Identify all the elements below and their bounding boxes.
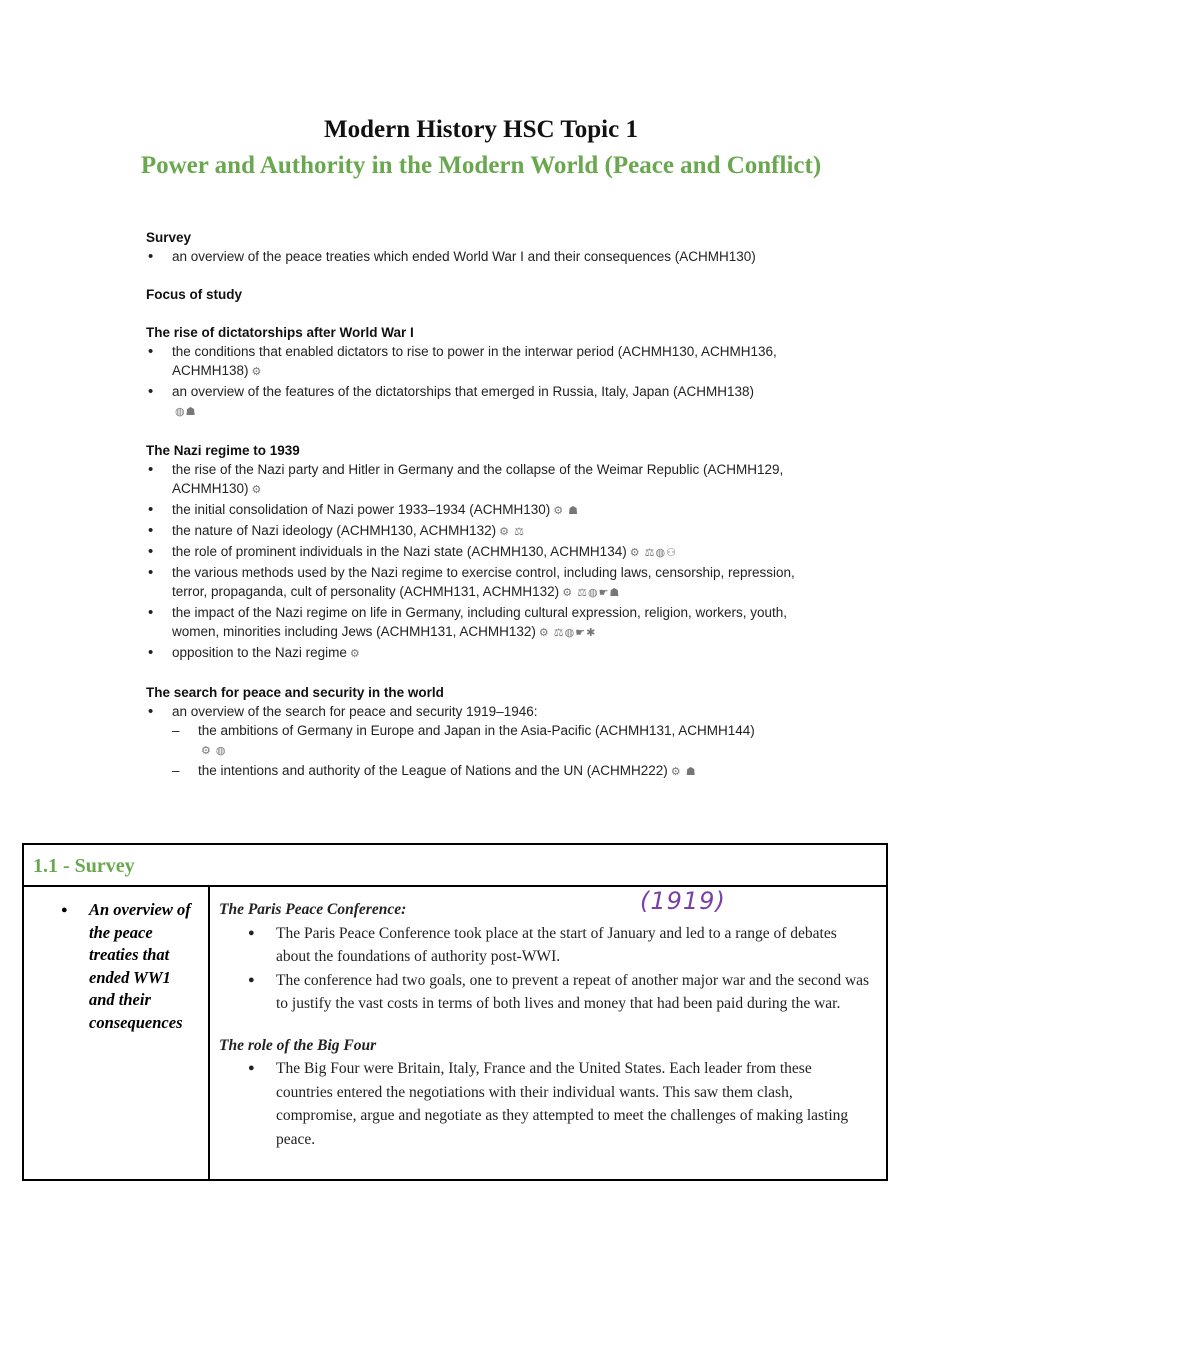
section-heading: The search for peace and security in the world (146, 685, 444, 700)
list-item: • an overview of the features of the dictatorships that emerged in Russia, Italy, Japan (ACHMH138) ◍☗ (146, 382, 816, 422)
section-heading: The rise of dictatorships after World War I (146, 325, 414, 340)
page-title: Modern History HSC Topic 1 (324, 116, 638, 143)
list-item: • the nature of Nazi ideology (ACHMH130, ACHMH132) ⚙ ⚖ (146, 521, 816, 542)
list-item: • opposition to the Nazi regime ⚙ (146, 643, 816, 664)
list-subitem: – the intentions and authority of the League of Nations and the UN (ACHMH222) ⚙ ☗ (146, 761, 816, 782)
list-item: • the rise of the Nazi party and Hitler in Germany and the collapse of the Weimar Republic (ACHMH129, ACHMH130) ⚙ (146, 460, 816, 500)
list-item: • an overview of the search for peace and security 1919–1946: (146, 702, 816, 721)
list-subitem: – the ambitions of Germany in Europe and Japan in the Asia-Pacific (ACHMH131, ACHMH144) ⚙ ◍ (146, 721, 816, 761)
gear-icon: ⚙ ☗ (670, 766, 697, 778)
scales-icon: ⚙ ⚖◍⚇ (629, 547, 677, 559)
list-item: • the various methods used by the Nazi regime to exercise control, including laws, censorship, repression, terror, propaganda, cult of personality (ACHMH131, ACHMH132) ⚙ ⚖◍☛☗ (146, 563, 816, 603)
gear-icon: ⚙ (251, 366, 263, 378)
scales-icon: ⚙ ⚖◍☛✱ (538, 627, 597, 639)
left-bullet: ● An overview of the peace treaties that ended WW1 and their consequences (32, 899, 200, 1034)
page-subtitle: Power and Authority in the Modern World (Peace and Conflict) (140, 152, 822, 179)
gear-icon: ⚙ (251, 484, 263, 496)
table-left-cell (24, 887, 210, 1179)
gear-icon: ⚙ ☗ (553, 505, 579, 517)
list-item: ● The conference had two goals, one to prevent a repeat of another major war and the second was to justify the vast costs in terms of both lives and money that had been paid during the war. (219, 969, 872, 1016)
gear-icon: ⚙ (349, 648, 361, 660)
subheading-paris: The Paris Peace Conference: (219, 901, 407, 918)
scales-icon: ⚙ ⚖ (499, 526, 525, 538)
notes-table (22, 843, 888, 1181)
handwritten-annotation: (1919) (640, 887, 726, 915)
list-item: ● The Big Four were Britain, Italy, France and the United States. Each leader from these countries entered the negotiations with their individual wants. This saw them clash, compromise, argue and negotiate as they attempted to meet the challenges of making lasting peace. (219, 1057, 872, 1151)
table-right-cell (210, 887, 886, 1179)
list-item: • the initial consolidation of Nazi power 1933–1934 (ACHMH130) ⚙ ☗ (146, 500, 816, 521)
subheading-big-four: The role of the Big Four (219, 1036, 377, 1054)
survey-item: • an overview of the peace treaties which ended World War I and their consequences (ACHMH130) (146, 247, 816, 266)
focus-heading: Focus of study (146, 287, 243, 302)
table-heading: 1.1 - Survey (24, 845, 886, 887)
scales-icon: ⚙ ⚖◍☛☗ (562, 587, 621, 599)
survey-heading: Survey (146, 230, 192, 245)
gear-icon: ⚙ ◍ (201, 745, 227, 757)
list-item: • the impact of the Nazi regime on life in Germany, including cultural expression, religion, workers, youth, women, minorities including Jews (ACHMH131, ACHMH132) ⚙ ⚖◍☛✱ (146, 603, 816, 643)
list-item: • the role of prominent individuals in the Nazi state (ACHMH130, ACHMH134) ⚙ ⚖◍⚇ (146, 542, 816, 563)
section-heading: The Nazi regime to 1939 (146, 443, 300, 458)
syllabus-extract (146, 228, 816, 782)
list-item: • the conditions that enabled dictators to rise to power in the interwar period (ACHMH130, ACHMH136, ACHMH138) ⚙ (146, 342, 816, 382)
list-item: ● The Paris Peace Conference took place at the start of January and led to a range of debates about the foundations of authority post-WWI. (219, 922, 872, 969)
globe-icon: ◍☗ (175, 406, 197, 418)
